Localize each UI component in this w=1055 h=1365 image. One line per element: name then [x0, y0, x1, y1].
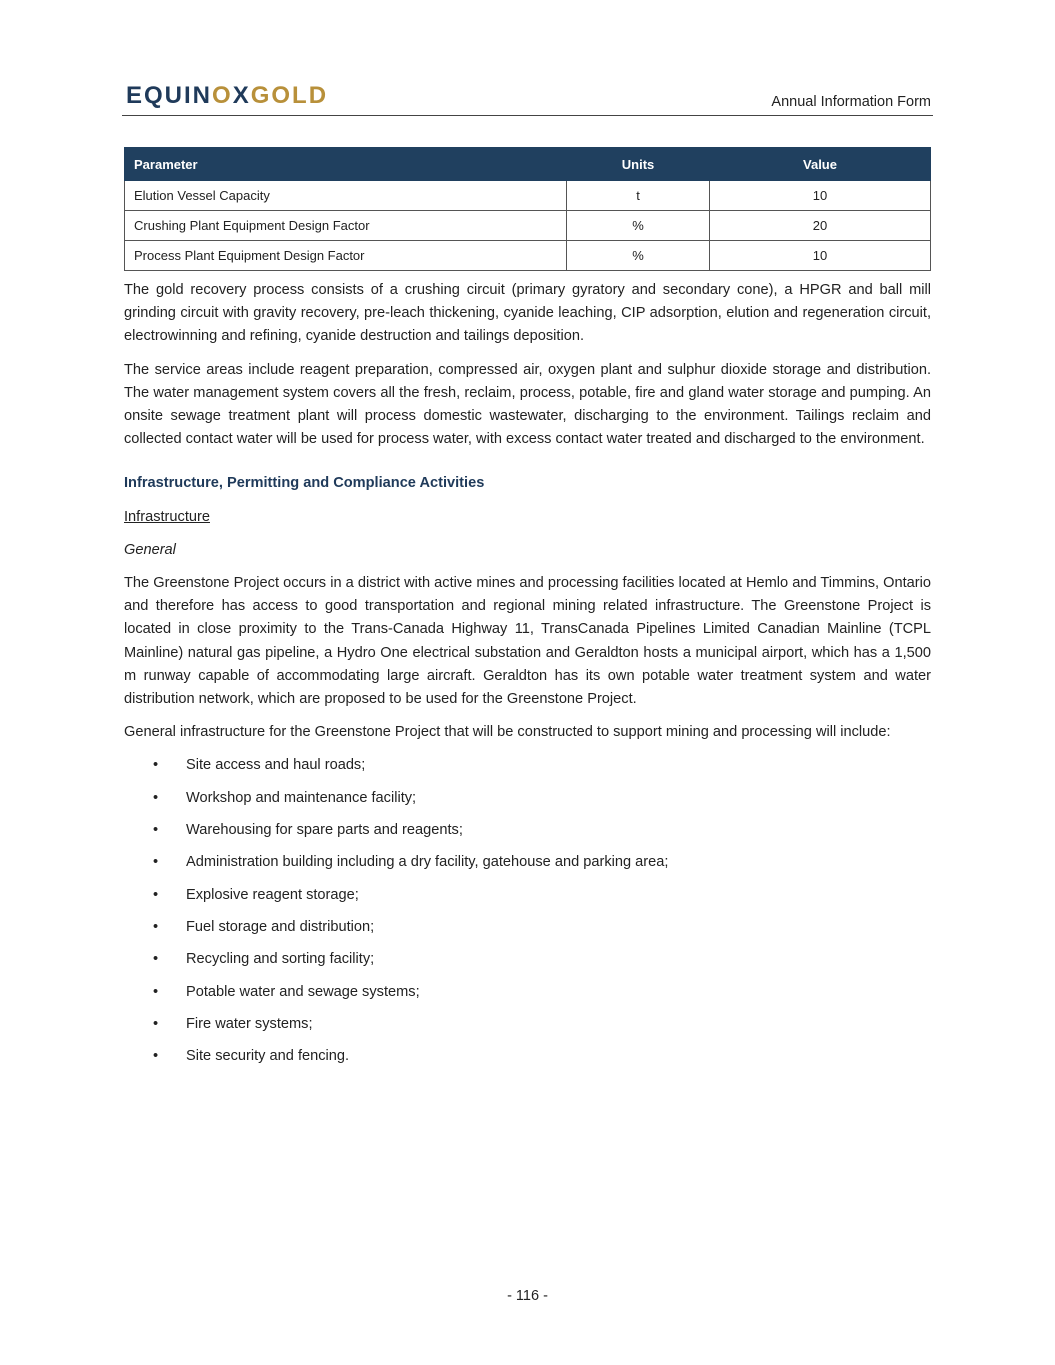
logo-text: EQUIN	[126, 82, 213, 109]
col-header: Units	[567, 148, 710, 181]
list-item-text: Workshop and maintenance facility;	[186, 789, 417, 806]
list-item-text: Site access and haul roads;	[186, 757, 366, 774]
paragraph: The service areas include reagent preparation, compressed air, oxygen plant and sulphur dioxide storage and distribution. The water management system covers all the fresh, reclaim, process, potable, fire and gland water storage and pumping. An onsite sewage treatment plant will process domestic wastewater, discharging to the environment. Tailings reclaim and collected contact water will be used for process water, with excess contact water treated and discharged to the environment.	[124, 361, 931, 448]
bullet-icon: •	[153, 789, 159, 806]
logo-text: O	[212, 82, 233, 109]
sub-subheading: General	[124, 541, 176, 558]
list-item	[124, 819, 931, 851]
bullet-icon: •	[153, 854, 159, 871]
col-header: Value	[710, 148, 931, 181]
cell: 20	[710, 211, 931, 241]
list-item	[124, 884, 931, 916]
cell: 10	[710, 241, 931, 271]
bullet-icon: •	[153, 1048, 159, 1065]
bullet-icon: •	[153, 951, 159, 968]
cell: Process Plant Equipment Design Factor	[125, 241, 567, 271]
logo-text: GOLD	[250, 82, 329, 109]
bullet-icon: •	[153, 1015, 159, 1032]
bullet-icon: •	[153, 822, 159, 839]
cell: Elution Vessel Capacity	[125, 181, 567, 211]
subheading: Infrastructure	[124, 508, 210, 525]
list-item	[124, 916, 931, 948]
list-item	[124, 754, 931, 786]
bullet-icon: •	[153, 886, 159, 903]
equinox-gold-logo	[126, 82, 328, 110]
list-item	[124, 1045, 931, 1077]
body-text	[124, 279, 931, 1077]
table-row	[125, 241, 931, 271]
list-item-text: Fire water systems;	[186, 1015, 313, 1032]
cell: t	[567, 181, 710, 211]
table-header-row	[125, 148, 931, 181]
list-item-text: Potable water and sewage systems;	[186, 983, 420, 1000]
page-number: - 116 -	[507, 1288, 548, 1304]
list-item	[124, 981, 931, 1013]
table-row	[125, 181, 931, 211]
bullet-icon: •	[153, 983, 159, 1000]
list-item-text: Administration building including a dry facility, gatehouse and parking area;	[186, 854, 669, 871]
cell: 10	[710, 181, 931, 211]
cell: %	[567, 241, 710, 271]
list-item	[124, 948, 931, 980]
cell: %	[567, 211, 710, 241]
cell: Crushing Plant Equipment Design Factor	[125, 211, 567, 241]
list-item-text: Site security and fencing.	[186, 1048, 350, 1065]
list-item-text: Warehousing for spare parts and reagents;	[186, 822, 463, 839]
section-heading: Infrastructure, Permitting and Compliance Activities	[124, 475, 485, 492]
paragraph: General infrastructure for the Greenstone Project that will be constructed to support mining and processing will include:	[124, 724, 891, 741]
bullet-icon: •	[153, 757, 159, 774]
bullet-icon: •	[153, 918, 159, 935]
table-row	[125, 211, 931, 241]
header-divider	[122, 115, 933, 116]
parameter-table	[124, 147, 931, 271]
logo-text: X	[232, 82, 251, 109]
list-item-text: Fuel storage and distribution;	[186, 918, 375, 935]
header-title: Annual Information Form	[771, 94, 931, 110]
col-header: Parameter	[125, 148, 567, 181]
list-item-text: Recycling and sorting facility;	[186, 951, 375, 968]
list-item	[124, 1013, 931, 1045]
paragraph: The Greenstone Project occurs in a district with active mines and processing facilities located at Hemlo and Timmins, Ontario and therefore has access to good transportation and regional mining related infrastructure. The Greenstone Project is located in close proximity to the Trans-Canada Highway 11, TransCanada Pipelines Limited Canadian Mainline (TCPL Mainline) natural gas pipeline, a Hydro One electrical substation and Geraldton hosts a municipal airport, which has a 1,500 m runway capable of accommodating large aircraft. Geraldton has its own potable water treatment system and water distribution network, which are proposed to be used for the Greenstone Project.	[124, 575, 931, 708]
list-item	[124, 787, 931, 819]
paragraph: The gold recovery process consists of a crushing circuit (primary gyratory and secondary cone), a HPGR and ball mill grinding circuit with gravity recovery, pre-leach thickening, cyanide leaching, CIP adsorption, elution and regeneration circuit, electrowinning and refining, cyanide destruction and tailings deposition.	[124, 282, 931, 345]
bullet-list	[124, 754, 931, 1077]
list-item-text: Explosive reagent storage;	[186, 886, 359, 903]
list-item	[124, 851, 931, 883]
